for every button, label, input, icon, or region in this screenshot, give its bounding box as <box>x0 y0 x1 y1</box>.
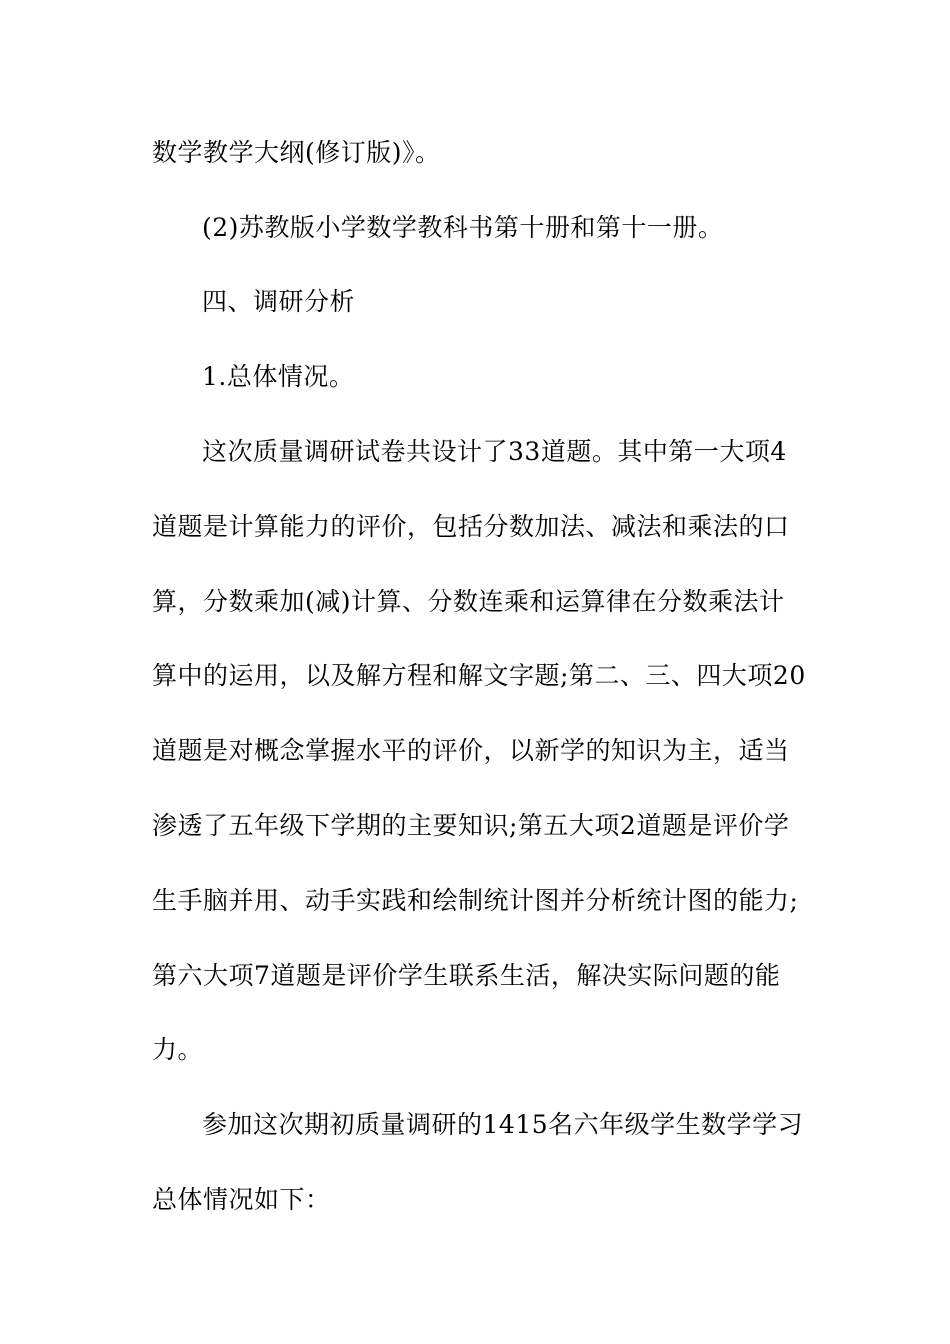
paragraph-line: 算，分数乘加(减)计算、分数连乘和运算律在分数乘法计 <box>152 587 785 616</box>
paragraph-line: 渗透了五年级下学期的主要知识;第五大项2道题是评价学 <box>152 811 790 840</box>
section-heading-analysis: 四、调研分析 <box>202 287 356 316</box>
paragraph-line: 这次质量调研试卷共设计了33道题。其中第一大项4 <box>202 437 787 466</box>
text-line-reference-2: (2)苏教版小学数学教科书第十册和第十一册。 <box>202 213 724 242</box>
paragraph-line: 参加这次期初质量调研的1415名六年级学生数学学习 <box>202 1110 804 1139</box>
subheading-overall: 1.总体情况。 <box>202 362 355 391</box>
paragraph-line: 道题是计算能力的评价，包括分数加法、减法和乘法的口 <box>152 512 790 541</box>
paragraph-line: 生手脑并用、动手实践和绘制统计图并分析统计图的能力; <box>152 886 799 915</box>
paragraph-line: 算中的运用，以及解方程和解文字题;第二、三、四大项20 <box>152 661 806 690</box>
text-line-syllabus-end: 数学教学大纲(修订版)》。 <box>152 138 441 167</box>
paragraph-line: 第六大项7道题是评价学生联系生活，解决实际问题的能 <box>152 961 781 990</box>
paragraph-line: 力。 <box>152 1035 204 1064</box>
paragraph-line: 道题是对概念掌握水平的评价，以新学的知识为主，适当 <box>152 736 790 765</box>
paragraph-line: 总体情况如下： <box>152 1185 331 1214</box>
